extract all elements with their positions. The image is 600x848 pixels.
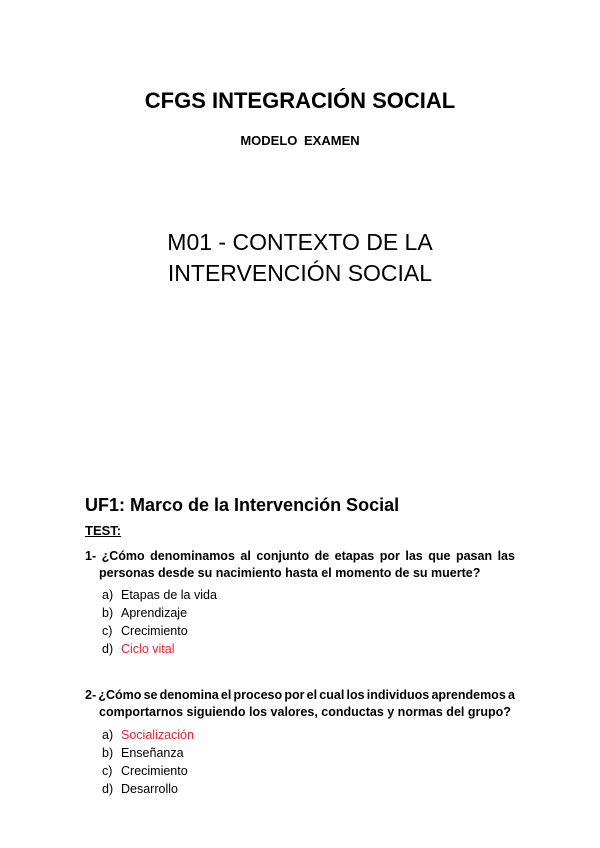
option-letter: b) — [102, 606, 114, 620]
word: al — [240, 549, 251, 563]
question-2-line-1 — [85, 687, 515, 704]
option-letter: c) — [102, 764, 113, 778]
option-text: Crecimiento — [121, 764, 188, 778]
word: los — [346, 688, 365, 702]
word: el — [306, 688, 318, 702]
word: se — [143, 688, 158, 702]
question-1 — [85, 548, 515, 582]
option-text: Crecimiento — [121, 624, 188, 638]
word: las — [497, 549, 515, 563]
question-1-options — [102, 586, 217, 658]
word: denomina — [159, 688, 219, 702]
word: por — [284, 688, 305, 702]
word: individuos — [366, 688, 430, 702]
option-b — [102, 744, 194, 762]
option-text-correct: Socialización — [121, 728, 194, 742]
unit-title: UF1: Marco de la Intervención Social — [85, 495, 400, 515]
word: de — [314, 549, 330, 563]
option-letter: c) — [102, 624, 113, 638]
module-title-line-1: M01 - CONTEXTO DE LA — [167, 229, 433, 255]
module-title-line-2: INTERVENCIÓN SOCIAL — [167, 260, 433, 286]
question-1-line-1 — [85, 548, 515, 565]
word: 2- — [85, 688, 97, 702]
word: 1- — [85, 549, 97, 563]
option-d-correct — [102, 640, 217, 658]
option-letter: d) — [102, 782, 114, 796]
option-b — [102, 604, 217, 622]
word: ¿Cómo — [101, 549, 145, 563]
word: cual — [319, 688, 345, 702]
option-text: Aprendizaje — [121, 606, 188, 620]
document-title: CFGS INTEGRACIÓN SOCIAL — [144, 88, 456, 113]
word: a — [507, 688, 515, 702]
word: pasan — [455, 549, 493, 563]
document-subtitle: MODELO EXAMEN — [240, 133, 360, 148]
word: el — [220, 688, 232, 702]
option-letter: d) — [102, 642, 114, 656]
word: conjunto — [256, 549, 310, 563]
word: aprendemos — [431, 688, 506, 702]
option-a-correct — [102, 726, 194, 744]
question-2-line-2: comportarnos siguiendo los valores, conductas y normas del grupo? — [99, 705, 511, 719]
option-letter: a) — [102, 588, 114, 602]
option-d — [102, 780, 194, 798]
question-2-options — [102, 726, 194, 798]
word: que — [428, 549, 451, 563]
option-text: Enseñanza — [121, 746, 184, 760]
option-c — [102, 762, 194, 780]
test-label: TEST: — [85, 523, 122, 538]
option-a — [102, 586, 217, 604]
word: las — [405, 549, 423, 563]
word: por — [379, 549, 400, 563]
word: etapas — [334, 549, 375, 563]
option-text: Etapas de la vida — [121, 588, 217, 602]
question-2 — [85, 687, 515, 721]
option-text-correct: Ciclo vital — [121, 642, 175, 656]
option-c — [102, 622, 217, 640]
option-text: Desarrollo — [121, 782, 178, 796]
word: denominamos — [150, 549, 235, 563]
option-letter: a) — [102, 728, 114, 742]
question-1-line-2: personas desde su nacimiento hasta el momento de su muerte? — [99, 566, 481, 580]
option-letter: b) — [102, 746, 114, 760]
word: proceso — [233, 688, 283, 702]
word: ¿Cómo — [98, 688, 142, 702]
module-title — [0, 227, 600, 289]
